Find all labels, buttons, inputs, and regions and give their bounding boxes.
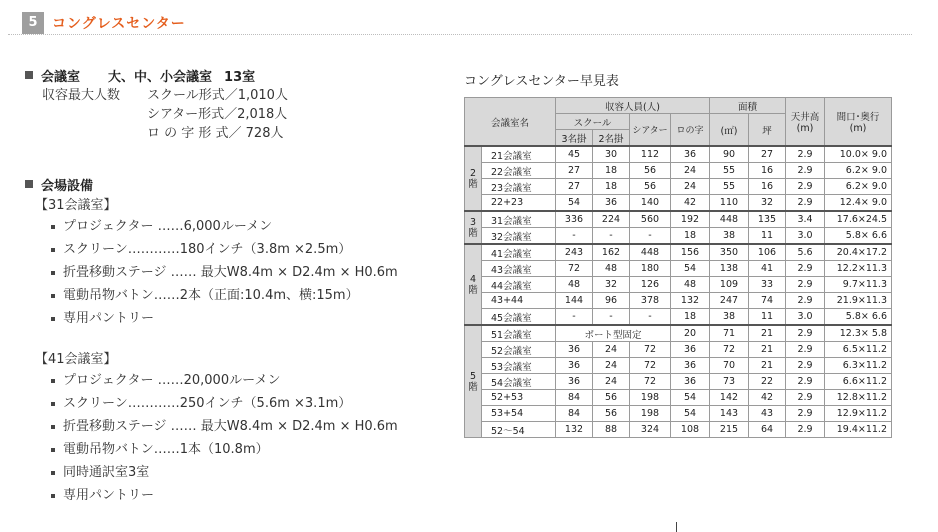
table-row: [465, 309, 892, 326]
table-cell: 71: [710, 325, 749, 342]
table-cell: 2.9: [786, 277, 825, 293]
equipment-item: スクリーン…………250インチ（5.6m ×3.1m）: [51, 392, 445, 415]
table-cell: 143: [710, 406, 749, 422]
rooms-heading: [25, 66, 445, 84]
table-cell: 2.9: [786, 163, 825, 179]
room-41-equipment-list: [51, 369, 445, 507]
table-cell: 12.3× 5.8: [825, 325, 892, 342]
table-cell: 6.3×11.2: [825, 358, 892, 374]
room-name-cell: 52+53: [482, 390, 556, 406]
room-name-cell: 41会議室: [482, 244, 556, 261]
table-title: コングレスセンター早見表: [464, 74, 619, 89]
table-cell: 72: [710, 342, 749, 358]
bullet-icon: [51, 471, 55, 475]
table-cell: 41: [749, 261, 786, 277]
table-cell: 72: [630, 342, 671, 358]
table-cell: 215: [710, 422, 749, 438]
table-cell: 56: [630, 179, 671, 195]
table-cell: 72: [630, 358, 671, 374]
floor-label: 2 階: [465, 146, 482, 211]
table-cell: -: [593, 228, 630, 245]
room-name-cell: 44会議室: [482, 277, 556, 293]
rooms-heading-count: 13室: [224, 69, 256, 85]
table-cell: 198: [630, 406, 671, 422]
table-cell: 19.4×11.2: [825, 422, 892, 438]
bullet-icon: [51, 494, 55, 498]
rooms-heading-subtitle: 大、中、小会議室: [108, 69, 213, 85]
table-cell: 18: [593, 179, 630, 195]
table-cell: 12.8×11.2: [825, 390, 892, 406]
header-ceiling: 天井高 (m): [786, 98, 825, 147]
table-cell: 56: [630, 163, 671, 179]
header-theater: シアター: [630, 114, 671, 147]
table-cell: 22: [749, 374, 786, 390]
equipment-item: 折畳移動ステージ …… 最大W8.4m × D2.4m × H0.6m: [51, 261, 445, 284]
table-cell: 84: [556, 406, 593, 422]
equipment-item: 同時通訳室3室: [51, 461, 445, 484]
floor-label: 5 階: [465, 325, 482, 438]
room-name-cell: 52会議室: [482, 342, 556, 358]
table-row: [465, 406, 892, 422]
room-spec-table: [464, 97, 892, 438]
facilities-heading: [25, 175, 445, 193]
equipment-item: 電動吊物バトン……2本（正面:10.4m、横:15m）: [51, 284, 445, 307]
table-cell: 192: [671, 211, 710, 228]
header-area: 面積: [710, 98, 786, 114]
table-cell: 6.6×11.2: [825, 374, 892, 390]
table-cell: 24: [593, 374, 630, 390]
table-cell: 33: [749, 277, 786, 293]
table-cell: 126: [630, 277, 671, 293]
table-cell: 36: [671, 358, 710, 374]
bullet-icon: [51, 225, 55, 229]
bullet-icon: [51, 379, 55, 383]
table-cell: 36: [671, 374, 710, 390]
table-cell: 224: [593, 211, 630, 228]
table-cell: 18: [593, 163, 630, 179]
table-cell: 5.8× 6.6: [825, 228, 892, 245]
table-cell: 2.9: [786, 422, 825, 438]
table-cell: 18: [671, 228, 710, 245]
table-cell: 448: [630, 244, 671, 261]
table-cell: 27: [556, 163, 593, 179]
capacity-label: 収容最大人数: [42, 88, 121, 103]
table-cell: 24: [593, 342, 630, 358]
table-row: [465, 146, 892, 163]
table-cell: 36: [556, 358, 593, 374]
table-cell: -: [556, 228, 593, 245]
header-school: スクール: [556, 114, 630, 130]
table-cell: 18: [671, 309, 710, 326]
table-cell: 24: [671, 179, 710, 195]
table-cell: 324: [630, 422, 671, 438]
equipment-item: 専用パントリー: [51, 307, 445, 330]
table-cell: 21: [749, 358, 786, 374]
bullet-icon: [51, 317, 55, 321]
page-tick-mark: [676, 522, 677, 532]
table-cell: 156: [671, 244, 710, 261]
table-cell: 42: [749, 390, 786, 406]
table-cell: 6.5×11.2: [825, 342, 892, 358]
room-name-cell: 53+54: [482, 406, 556, 422]
table-cell: 24: [593, 358, 630, 374]
table-cell: 12.9×11.2: [825, 406, 892, 422]
table-cell: 12.4× 9.0: [825, 195, 892, 212]
table-cell: 32: [593, 277, 630, 293]
table-cell: 3.4: [786, 211, 825, 228]
table-cell: 30: [593, 146, 630, 163]
table-row: [465, 390, 892, 406]
room-name-cell: 22+23: [482, 195, 556, 212]
header-dims: 間口･奥行 (m): [825, 98, 892, 147]
table-cell: 2.9: [786, 390, 825, 406]
table-row: [465, 179, 892, 195]
table-cell: 96: [593, 293, 630, 309]
table-row: [465, 374, 892, 390]
room-name-cell: 31会議室: [482, 211, 556, 228]
table-cell: 2.9: [786, 261, 825, 277]
table-cell: 560: [630, 211, 671, 228]
header-capacity: 収容人員(人): [556, 98, 710, 114]
table-cell: 20.4×17.2: [825, 244, 892, 261]
capacity-value: シアター形式／2,018人: [147, 107, 288, 122]
room-name-cell: 21会議室: [482, 146, 556, 163]
table-cell: 27: [556, 179, 593, 195]
square-bullet-icon: [25, 180, 33, 188]
table-row: [465, 261, 892, 277]
table-cell: 21.9×11.3: [825, 293, 892, 309]
table-cell: 24: [671, 163, 710, 179]
table-cell: 74: [749, 293, 786, 309]
table-cell: 350: [710, 244, 749, 261]
table-cell: 16: [749, 163, 786, 179]
table-cell: 56: [593, 406, 630, 422]
table-row: [465, 342, 892, 358]
table-cell: 448: [710, 211, 749, 228]
table-cell: 180: [630, 261, 671, 277]
table-cell: 36: [671, 146, 710, 163]
table-row: [465, 293, 892, 309]
table-cell: 5.8× 6.6: [825, 309, 892, 326]
equipment-item: 折畳移動ステージ …… 最大W8.4m × D2.4m × H0.6m: [51, 415, 445, 438]
room-name-cell: 53会議室: [482, 358, 556, 374]
bullet-icon: [51, 402, 55, 406]
room-name-cell: 22会議室: [482, 163, 556, 179]
table-cell: 45: [556, 146, 593, 163]
table-cell: 72: [556, 261, 593, 277]
table-cell: 106: [749, 244, 786, 261]
table-cell: 247: [710, 293, 749, 309]
table-cell: 198: [630, 390, 671, 406]
room-name-cell: 43会議室: [482, 261, 556, 277]
table-cell: 144: [556, 293, 593, 309]
table-cell: 21: [749, 342, 786, 358]
room-name-cell: 43+44: [482, 293, 556, 309]
table-cell: 142: [710, 390, 749, 406]
table-cell: 32: [749, 195, 786, 212]
square-bullet-icon: [25, 71, 33, 79]
table-cell: 43: [749, 406, 786, 422]
table-cell: 2.9: [786, 179, 825, 195]
table-cell: 64: [749, 422, 786, 438]
section-number: 5: [22, 12, 44, 34]
table-cell: 140: [630, 195, 671, 212]
left-column: [25, 66, 445, 507]
table-cell: 138: [710, 261, 749, 277]
table-cell: 2.9: [786, 358, 825, 374]
bullet-icon: [51, 448, 55, 452]
table-row: [465, 277, 892, 293]
table-cell: 110: [710, 195, 749, 212]
bullet-icon: [51, 294, 55, 298]
table-cell: 56: [593, 390, 630, 406]
table-cell: 16: [749, 179, 786, 195]
header-three: 3名掛: [556, 130, 593, 147]
table-row: [465, 195, 892, 212]
table-cell: 54: [671, 390, 710, 406]
facilities-heading-title: 会場設備: [41, 178, 94, 194]
room-name-cell: 52～54: [482, 422, 556, 438]
table-cell: 20: [671, 325, 710, 342]
room-31-equipment-list: [51, 215, 445, 330]
equipment-item: 専用パントリー: [51, 484, 445, 507]
table-cell: 88: [593, 422, 630, 438]
table-cell: 2.9: [786, 293, 825, 309]
table-cell: 54: [671, 261, 710, 277]
capacity-value: スクール形式／1,010人: [147, 88, 288, 103]
equipment-item: プロジェクター ……6,000ルーメン: [51, 215, 445, 238]
table-cell: 2.9: [786, 342, 825, 358]
table-row: [465, 358, 892, 374]
floor-label: 3 階: [465, 211, 482, 244]
table-cell: 55: [710, 163, 749, 179]
header-room: 会議室名: [465, 98, 556, 147]
section-header: [8, 6, 912, 35]
table-cell: 2.9: [786, 325, 825, 342]
table-cell: 17.6×24.5: [825, 211, 892, 228]
room-31-heading: 【31会議室】: [35, 198, 117, 213]
table-cell: -: [556, 309, 593, 326]
table-cell: 90: [710, 146, 749, 163]
table-cell: 42: [671, 195, 710, 212]
table-cell: 55: [710, 179, 749, 195]
table-cell: 2.9: [786, 374, 825, 390]
table-cell: 109: [710, 277, 749, 293]
table-cell: 36: [556, 374, 593, 390]
rooms-heading-title: 会議室: [41, 69, 81, 85]
table-row: [465, 422, 892, 438]
equipment-item: スクリーン…………180インチ（3.8m ×2.5m）: [51, 238, 445, 261]
table-row: [465, 163, 892, 179]
capacity-list: [42, 86, 445, 143]
table-cell: -: [593, 309, 630, 326]
table-row: [465, 325, 892, 342]
room-name-cell: 54会議室: [482, 374, 556, 390]
table-cell: 378: [630, 293, 671, 309]
table-cell: 38: [710, 309, 749, 326]
table-cell: 48: [556, 277, 593, 293]
equipment-item: 電動吊物バトン……1本（10.8m）: [51, 438, 445, 461]
table-cell: 11: [749, 228, 786, 245]
table-cell: 36: [671, 342, 710, 358]
bullet-icon: [51, 248, 55, 252]
table-cell: -: [630, 309, 671, 326]
equipment-item: プロジェクター ……20,000ルーメン: [51, 369, 445, 392]
table-cell: 73: [710, 374, 749, 390]
capacity-value: ロ の 字 形 式／ 728人: [147, 126, 284, 141]
table-cell: 11: [749, 309, 786, 326]
table-cell: 135: [749, 211, 786, 228]
table-cell: 243: [556, 244, 593, 261]
table-cell: 38: [710, 228, 749, 245]
table-cell: -: [630, 228, 671, 245]
table-cell: 36: [556, 342, 593, 358]
table-cell: 162: [593, 244, 630, 261]
table-cell: 27: [749, 146, 786, 163]
table-cell: 108: [671, 422, 710, 438]
header-tsubo: 坪: [749, 114, 786, 147]
table-row: [465, 211, 892, 228]
room-name-cell: 45会議室: [482, 309, 556, 326]
section-title: コングレスセンター: [52, 16, 186, 32]
table-cell: 54: [556, 195, 593, 212]
table-cell: 5.6: [786, 244, 825, 261]
table-cell: 3.0: [786, 309, 825, 326]
table-cell: 2.9: [786, 195, 825, 212]
table-cell: 2.9: [786, 406, 825, 422]
table-cell: 132: [556, 422, 593, 438]
header-sqm: (㎡): [710, 114, 749, 147]
table-cell: 3.0: [786, 228, 825, 245]
table-cell: 54: [671, 406, 710, 422]
table-cell: 9.7×11.3: [825, 277, 892, 293]
table-cell: 6.2× 9.0: [825, 163, 892, 179]
table-cell: 10.0× 9.0: [825, 146, 892, 163]
room-name-cell: 51会議室: [482, 325, 556, 342]
bullet-icon: [51, 271, 55, 275]
bullet-icon: [51, 425, 55, 429]
table-cell: 84: [556, 390, 593, 406]
table-cell: 112: [630, 146, 671, 163]
header-two: 2名掛: [593, 130, 630, 147]
table-row: [465, 228, 892, 245]
table-cell: 48: [593, 261, 630, 277]
room-name-cell: 23会議室: [482, 179, 556, 195]
table-cell: 70: [710, 358, 749, 374]
table-cell: ボート型固定: [556, 325, 671, 342]
table-cell: 72: [630, 374, 671, 390]
table-cell: 12.2×11.3: [825, 261, 892, 277]
table-cell: 6.2× 9.0: [825, 179, 892, 195]
table-cell: 132: [671, 293, 710, 309]
table-cell: 21: [749, 325, 786, 342]
header-ushape: ロの字: [671, 114, 710, 147]
table-cell: 36: [593, 195, 630, 212]
table-cell: 336: [556, 211, 593, 228]
table-row: [465, 244, 892, 261]
room-name-cell: 32会議室: [482, 228, 556, 245]
table-cell: 2.9: [786, 146, 825, 163]
room-41-heading: 【41会議室】: [35, 352, 117, 367]
floor-label: 4 階: [465, 244, 482, 325]
table-cell: 48: [671, 277, 710, 293]
